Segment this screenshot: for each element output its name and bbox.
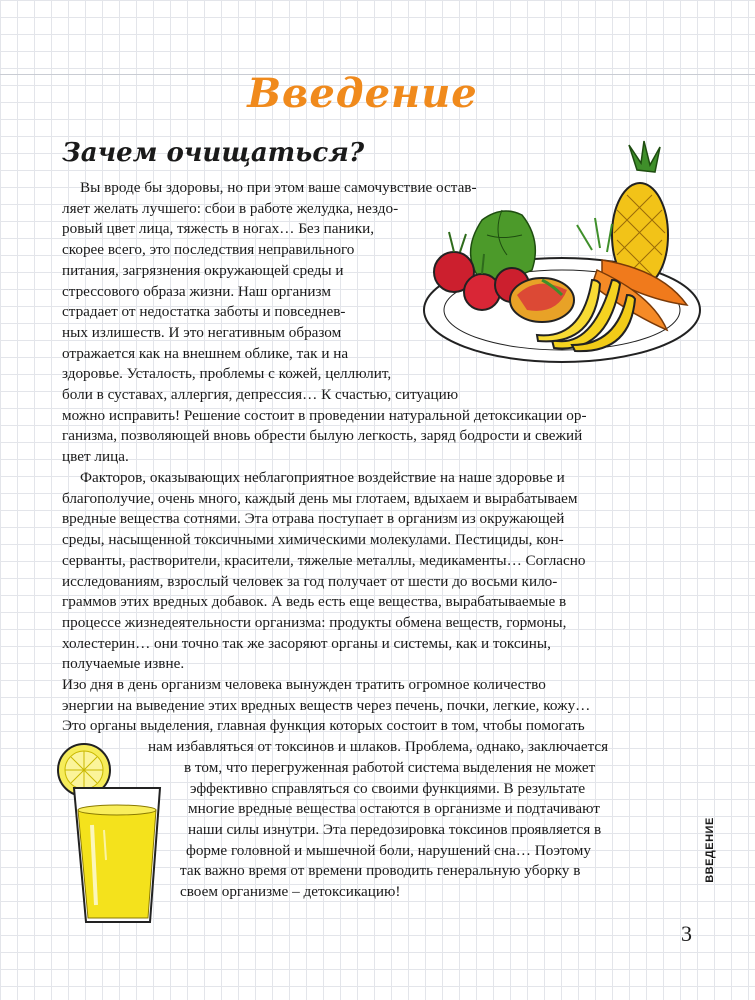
text-line: энергии на выведение этих вредных веществ через печень, почки, легкие, кожу… bbox=[62, 696, 591, 714]
paragraph-2 bbox=[62, 468, 662, 675]
chapter-side-label-text: ВВЕДЕНИЕ bbox=[704, 817, 716, 883]
text-line: так важно время от времени проводить генеральную уборку в bbox=[180, 862, 581, 880]
page-title: Введение bbox=[247, 70, 478, 117]
text-line: среды, насыщенной токсичными химическими молекулами. Пестициды, кон- bbox=[62, 531, 564, 549]
text-line: отражается как на внешнем облике, так и на bbox=[62, 344, 349, 362]
page-number: 3 bbox=[681, 921, 692, 946]
text-line: в том, что перегруженная работой система выделения не может bbox=[184, 758, 596, 776]
juice-glass-illustration bbox=[52, 740, 182, 930]
text-line: Это органы выделения, главная функция которых состоит в том, чтобы помогать bbox=[62, 717, 585, 735]
text-line: нам избавляться от токсинов и шлаков. Проблема, однако, заключается bbox=[148, 738, 609, 756]
text-line: своем организме – детоксикацию! bbox=[180, 883, 401, 901]
text-line: наши силы изнутри. Эта передозировка токсинов проявляется в bbox=[188, 820, 602, 838]
text-line: можно исправить! Решение состоит в проведении натуральной детоксикации ор- bbox=[62, 406, 587, 424]
text-line: многие вредные вещества остаются в организме и подтачивают bbox=[188, 800, 600, 818]
text-line: холестерин… они точно так же засоряют органы и системы, как и токсины, bbox=[62, 634, 551, 652]
text-line: Факторов, оказывающих неблагоприятное воздействие на наше здоровье и bbox=[80, 469, 565, 486]
text-line: благополучие, очень много, каждый день мы глотаем, вдыхаем и вырабатываем bbox=[62, 489, 578, 507]
text-line: цвет лица. bbox=[62, 448, 129, 466]
text-line: граммов этих вредных добавок. А ведь есть еще вещества, вырабатываемые в bbox=[62, 593, 567, 611]
text-line: Вы вроде бы здоровы, но при этом ваше самочувствие остав- bbox=[80, 179, 477, 196]
text-line: вредные вещества сотнями. Эта отрава поступает в организм из окружающей bbox=[62, 510, 565, 528]
text-line: исследованиям, взрослый человек за год получает от шести до восьми кило- bbox=[62, 572, 558, 590]
text-line: ляет желать лучшего: сбои в работе желудка, нездо- bbox=[62, 199, 399, 217]
text-line: боли в суставах, аллергия, депрессия… К счастью, ситуацию bbox=[62, 386, 459, 404]
paragraph-1 bbox=[62, 178, 662, 468]
text-line: скорее всего, это последствия неправильного bbox=[62, 241, 355, 259]
section-heading: Зачем очищаться? bbox=[62, 138, 365, 168]
text-line: Изо дня в день организм человека вынужден тратить огромное количество bbox=[62, 676, 546, 693]
text-line: питания, загрязнения окружающей среды и bbox=[62, 261, 344, 279]
text-line: страдает от недостатка заботы и повседнев- bbox=[62, 303, 346, 321]
chapter-side-label bbox=[680, 817, 740, 883]
text-line: серванты, растворители, красители, тяжелые металлы, медикаменты… Согласно bbox=[62, 551, 586, 569]
text-line: ганизма, позволяющей вновь обрести былую легкость, заряд бодрости и свежий bbox=[62, 427, 583, 445]
text-line: получаемые извне. bbox=[62, 655, 185, 673]
text-line: ных излишеств. И это негативным образом bbox=[62, 323, 342, 341]
text-line: ровый цвет лица, тяжесть в ногах… Без паники, bbox=[62, 220, 375, 238]
text-line: форме головной и мышечной боли, нарушений сна… Поэтому bbox=[186, 841, 591, 859]
text-line: здоровье. Усталость, проблемы с кожей, целлюлит, bbox=[62, 365, 392, 383]
text-line: процессе жизнедеятельности организма: продукты обмена веществ, гормоны, bbox=[62, 613, 567, 631]
text-line: стрессового образа жизни. Наш организм bbox=[62, 282, 331, 300]
text-line: эффективно справляться со своими функциями. В результате bbox=[190, 779, 586, 797]
